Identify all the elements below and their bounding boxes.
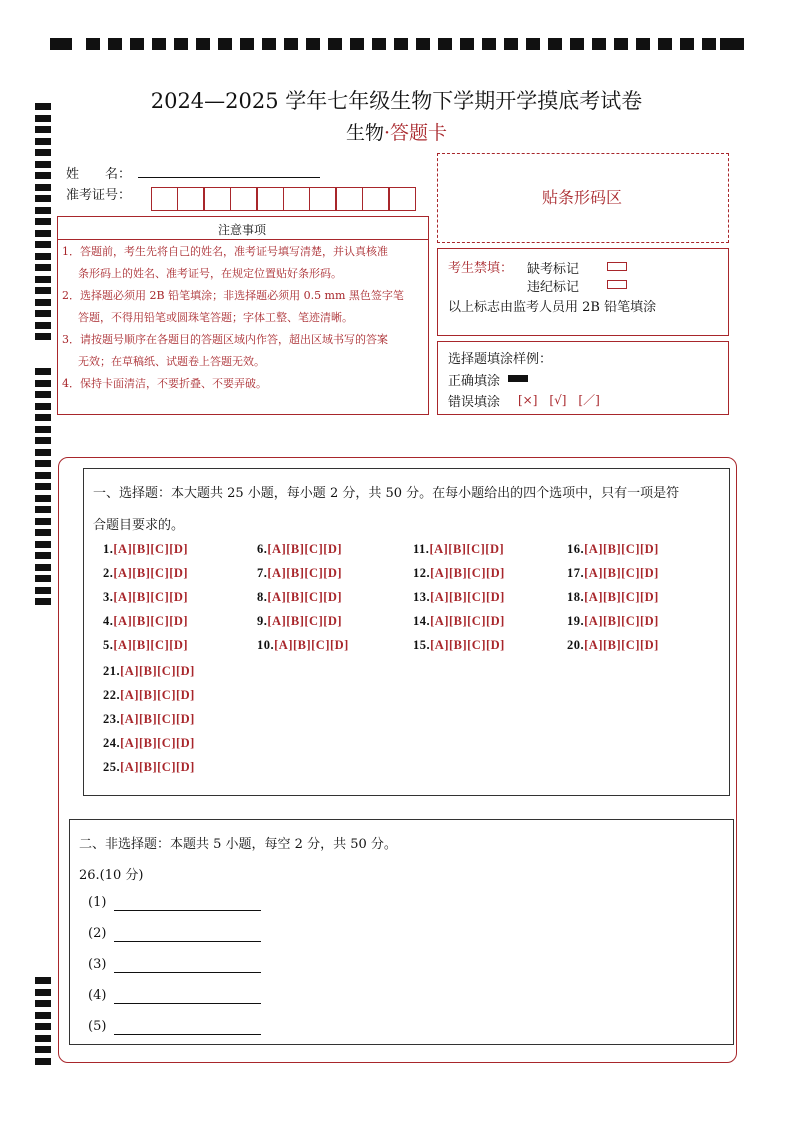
question-bubble-row[interactable] (103, 712, 195, 727)
forbid-note: 以上标志由监考人员用 2B 铅笔填涂 (448, 300, 657, 315)
question-number: 25. (103, 760, 121, 774)
sample-label: 选择题填涂样例： (448, 352, 553, 367)
question-bubble-row[interactable] (257, 566, 342, 581)
answer-options[interactable]: [A][B][C][D] (274, 638, 349, 652)
question-number: 24. (103, 736, 121, 750)
timing-mark (372, 38, 386, 50)
notice-item: 4．保持卡面清洁，不要折叠、不要弄破。 (62, 377, 267, 390)
section1-instructions-line1: 一、选择题：本大题共 25 小题，每小题 2 分，共 50 分。在每小题给出的四个选项中，只有一项是符 (93, 486, 680, 501)
timing-mark (504, 38, 518, 50)
page-title: 2024—2025 学年七年级生物下学期开学摸底考试卷 (150, 89, 643, 113)
timing-mark (35, 172, 51, 179)
absent-checkbox[interactable] (607, 262, 627, 271)
question-bubble-row[interactable] (413, 638, 505, 653)
answer-options[interactable]: [A][B][C][D] (267, 566, 343, 580)
timing-mark (570, 38, 584, 50)
wrong-fill-samples: [×] [√] [／] (518, 393, 600, 407)
timing-mark (35, 449, 51, 456)
timing-mark (680, 38, 694, 50)
question-bubble-row[interactable] (567, 542, 659, 557)
answer-options[interactable]: [A][B][C][D] (120, 712, 195, 726)
subtitle-card: 答题卡 (390, 122, 448, 144)
blank-number: (3) (88, 957, 107, 972)
timing-mark (35, 264, 51, 271)
timing-mark (35, 495, 51, 502)
timing-mark (526, 38, 540, 50)
blank-number: (5) (88, 1019, 107, 1034)
timing-mark (35, 368, 51, 375)
exam-no-cell[interactable] (230, 187, 257, 211)
timing-mark (35, 977, 51, 984)
forbid-label: 考生禁填： (448, 261, 514, 276)
timing-mark (35, 161, 51, 168)
timing-mark (35, 1046, 51, 1053)
timing-mark (350, 38, 364, 50)
violation-checkbox[interactable] (607, 280, 627, 289)
question-bubble-row[interactable] (103, 590, 188, 605)
timing-mark (262, 38, 276, 50)
question-number: 19. (567, 614, 585, 628)
question-number: 10. (257, 638, 275, 652)
timing-mark (196, 38, 210, 50)
question-number: 20. (567, 638, 585, 652)
timing-mark (35, 333, 51, 340)
answer-options[interactable]: [A][B][C][D] (430, 638, 505, 652)
timing-mark (35, 287, 51, 294)
answer-options[interactable]: [A][B][C][D] (430, 566, 505, 580)
section1-instructions-line2: 合题目要求的。 (93, 518, 185, 533)
blank-number: (4) (88, 988, 107, 1003)
notice-item: 3．请按题号顺序在各题目的答题区域内作答，超出区域书写的答案 (62, 333, 388, 346)
timing-mark (592, 38, 606, 50)
timing-mark (548, 38, 562, 50)
question-number: 1. (103, 542, 114, 556)
timing-mark (35, 541, 51, 548)
answer-blank[interactable] (114, 972, 261, 973)
timing-mark (218, 38, 232, 50)
timing-mark (328, 38, 342, 50)
answer-options[interactable]: [A][B][C][D] (267, 614, 343, 628)
timing-mark (482, 38, 496, 50)
answer-options[interactable]: [A][B][C][D] (584, 638, 659, 652)
answer-options[interactable]: [A][B][C][D] (113, 590, 189, 604)
timing-mark (35, 207, 51, 214)
timing-mark (152, 38, 166, 50)
question-bubble-row[interactable] (567, 614, 659, 629)
timing-mark (35, 184, 51, 191)
answer-options[interactable]: [A][B][C][D] (584, 614, 659, 628)
answer-options[interactable]: [A][B][C][D] (267, 590, 343, 604)
question-bubble-row[interactable] (257, 590, 342, 605)
question-number: 4. (103, 614, 114, 628)
exam-no-cell[interactable] (389, 187, 416, 211)
timing-mark (35, 1000, 51, 1007)
timing-mark (35, 426, 51, 433)
question-number: 17. (567, 566, 585, 580)
section2-box (69, 819, 734, 1045)
question-number: 6. (257, 542, 268, 556)
question-number: 22. (103, 688, 121, 702)
question-number: 3. (103, 590, 114, 604)
question-number: 12. (413, 566, 431, 580)
blank-number: (1) (88, 895, 107, 910)
section2-heading: 二、非选择题：本题共 5 小题，每空 2 分，共 50 分。 (79, 837, 397, 852)
question-number: 9. (257, 614, 268, 628)
question-bubble-row[interactable] (567, 590, 659, 605)
question-number: 16. (567, 542, 585, 556)
answer-options[interactable]: [A][B][C][D] (584, 566, 659, 580)
question-bubble-row[interactable] (413, 566, 505, 581)
name-field[interactable] (138, 177, 320, 178)
question-number: 13. (413, 590, 431, 604)
question-bubble-row[interactable] (103, 614, 188, 629)
correct-label: 正确填涂 (448, 374, 501, 389)
question-bubble-row[interactable] (103, 688, 195, 703)
answer-blank[interactable] (114, 941, 261, 942)
notice-content (62, 241, 426, 395)
timing-mark (636, 38, 650, 50)
exam-no-cell[interactable] (283, 187, 310, 211)
question-26-label: 26.(10 分) (79, 868, 144, 883)
timing-mark (108, 38, 122, 50)
question-bubble-row[interactable] (257, 638, 349, 653)
answer-options[interactable]: [A][B][C][D] (120, 760, 195, 774)
notice-item: 条形码上的姓名、准考证号，在规定位置贴好条形码。 (78, 267, 342, 280)
timing-mark (35, 564, 51, 571)
timing-mark (35, 1058, 51, 1065)
timing-mark (284, 38, 298, 50)
question-bubble-row[interactable] (103, 760, 195, 775)
timing-mark (720, 38, 744, 50)
timing-mark (35, 506, 51, 513)
question-bubble-row[interactable] (413, 614, 505, 629)
timing-mark (35, 483, 51, 490)
question-number: 15. (413, 638, 431, 652)
blank-number: (2) (88, 926, 107, 941)
violation-label: 违纪标记 (527, 280, 580, 295)
timing-mark (35, 989, 51, 996)
timing-mark (702, 38, 716, 50)
answer-options[interactable]: [A][B][C][D] (120, 688, 195, 702)
question-bubble-row[interactable] (103, 566, 188, 581)
exam-no-cell[interactable] (151, 187, 178, 211)
timing-mark (35, 310, 51, 317)
question-number: 8. (257, 590, 268, 604)
timing-mark (306, 38, 320, 50)
exam-no-label: 准考证号： (66, 188, 132, 203)
timing-mark (658, 38, 672, 50)
question-number: 7. (257, 566, 268, 580)
question-number: 2. (103, 566, 114, 580)
answer-blank[interactable] (114, 910, 261, 911)
question-number: 18. (567, 590, 585, 604)
timing-mark (86, 38, 100, 50)
timing-mark (394, 38, 408, 50)
timing-mark (35, 149, 51, 156)
page-subtitle (0, 118, 793, 145)
timing-mark (35, 391, 51, 398)
question-number: 21. (103, 664, 121, 678)
timing-mark (35, 1035, 51, 1042)
timing-mark (416, 38, 430, 50)
timing-mark (35, 472, 51, 479)
notice-item: 2．选择题必须用 2B 铅笔填涂；非选择题必须用 0.5 mm 黑色签字笔 (62, 289, 404, 302)
answer-options[interactable]: [A][B][C][D] (120, 736, 195, 750)
answer-options[interactable]: [A][B][C][D] (113, 638, 189, 652)
timing-mark (35, 230, 51, 237)
timing-mark (35, 518, 51, 525)
answer-options[interactable]: [A][B][C][D] (584, 590, 659, 604)
timing-mark (35, 299, 51, 306)
timing-mark (35, 403, 51, 410)
question-bubble-row[interactable] (103, 736, 195, 751)
question-bubble-row[interactable] (567, 566, 659, 581)
timing-mark (35, 437, 51, 444)
notice-item: 答题，不得用铅笔或圆珠笔答题；字体工整、笔迹清晰。 (78, 311, 353, 324)
timing-mark (614, 38, 628, 50)
exam-no-cell[interactable] (362, 187, 389, 211)
question-bubble-row[interactable] (103, 664, 195, 679)
timing-mark (35, 598, 51, 605)
timing-mark (35, 529, 51, 536)
timing-mark (130, 38, 144, 50)
answer-blank[interactable] (114, 1034, 261, 1035)
question-number: 23. (103, 712, 121, 726)
timing-mark (35, 587, 51, 594)
notice-title: 注意事项 (217, 223, 266, 237)
answer-options[interactable]: [A][B][C][D] (113, 542, 189, 556)
timing-mark (35, 575, 51, 582)
timing-mark (35, 1012, 51, 1019)
question-bubble-row[interactable] (257, 614, 342, 629)
answer-options[interactable]: [A][B][C][D] (113, 614, 189, 628)
top-timing-marks (50, 38, 745, 52)
answer-options[interactable]: [A][B][C][D] (120, 664, 195, 678)
timing-mark (35, 276, 51, 283)
timing-mark (460, 38, 474, 50)
timing-mark (35, 253, 51, 260)
exam-no-cell[interactable] (257, 187, 284, 211)
question-number: 14. (413, 614, 431, 628)
answer-options[interactable]: [A][B][C][D] (430, 614, 505, 628)
barcode-label: 贴条形码区 (541, 188, 622, 207)
subtitle-subject: 生物 (345, 122, 384, 144)
timing-mark (35, 1023, 51, 1030)
absent-label: 缺考标记 (527, 262, 580, 277)
timing-mark (240, 38, 254, 50)
timing-mark (35, 322, 51, 329)
exam-no-cell[interactable] (177, 187, 204, 211)
timing-mark (438, 38, 452, 50)
notice-item: 1．答题前，考生先将自己的姓名，准考证号填写清楚，并认真核准 (62, 245, 388, 258)
timing-mark (35, 380, 51, 387)
subtitle-separator: · (383, 122, 391, 144)
question-number: 5. (103, 638, 114, 652)
timing-mark (50, 38, 72, 50)
timing-mark (35, 241, 51, 248)
correct-fill-sample (508, 375, 528, 382)
answer-options[interactable]: [A][B][C][D] (430, 590, 505, 604)
timing-mark (35, 552, 51, 559)
question-bubble-row[interactable] (103, 638, 188, 653)
timing-mark (174, 38, 188, 50)
wrong-label: 错误填涂 (448, 395, 501, 410)
answer-options[interactable]: [A][B][C][D] (113, 566, 189, 580)
question-number: 11. (413, 542, 430, 556)
exam-no-cell[interactable] (204, 187, 231, 211)
answer-blank[interactable] (114, 1003, 261, 1004)
answer-options[interactable]: [A][B][C][D] (584, 542, 659, 556)
timing-mark (35, 195, 51, 202)
exam-no-cell[interactable] (309, 187, 336, 211)
exam-no-cell[interactable] (336, 187, 363, 211)
timing-mark (35, 460, 51, 467)
name-label: 姓 名： (66, 167, 132, 182)
question-bubble-row[interactable] (257, 542, 342, 557)
answer-options[interactable]: [A][B][C][D] (267, 542, 343, 556)
timing-mark (35, 218, 51, 225)
question-bubble-row[interactable] (413, 542, 504, 557)
question-bubble-row[interactable] (103, 542, 188, 557)
notice-item: 无效；在草稿纸、试题卷上答题无效。 (78, 355, 265, 368)
timing-mark (35, 414, 51, 421)
answer-options[interactable]: [A][B][C][D] (429, 542, 505, 556)
question-bubble-row[interactable] (567, 638, 659, 653)
question-bubble-row[interactable] (413, 590, 505, 605)
